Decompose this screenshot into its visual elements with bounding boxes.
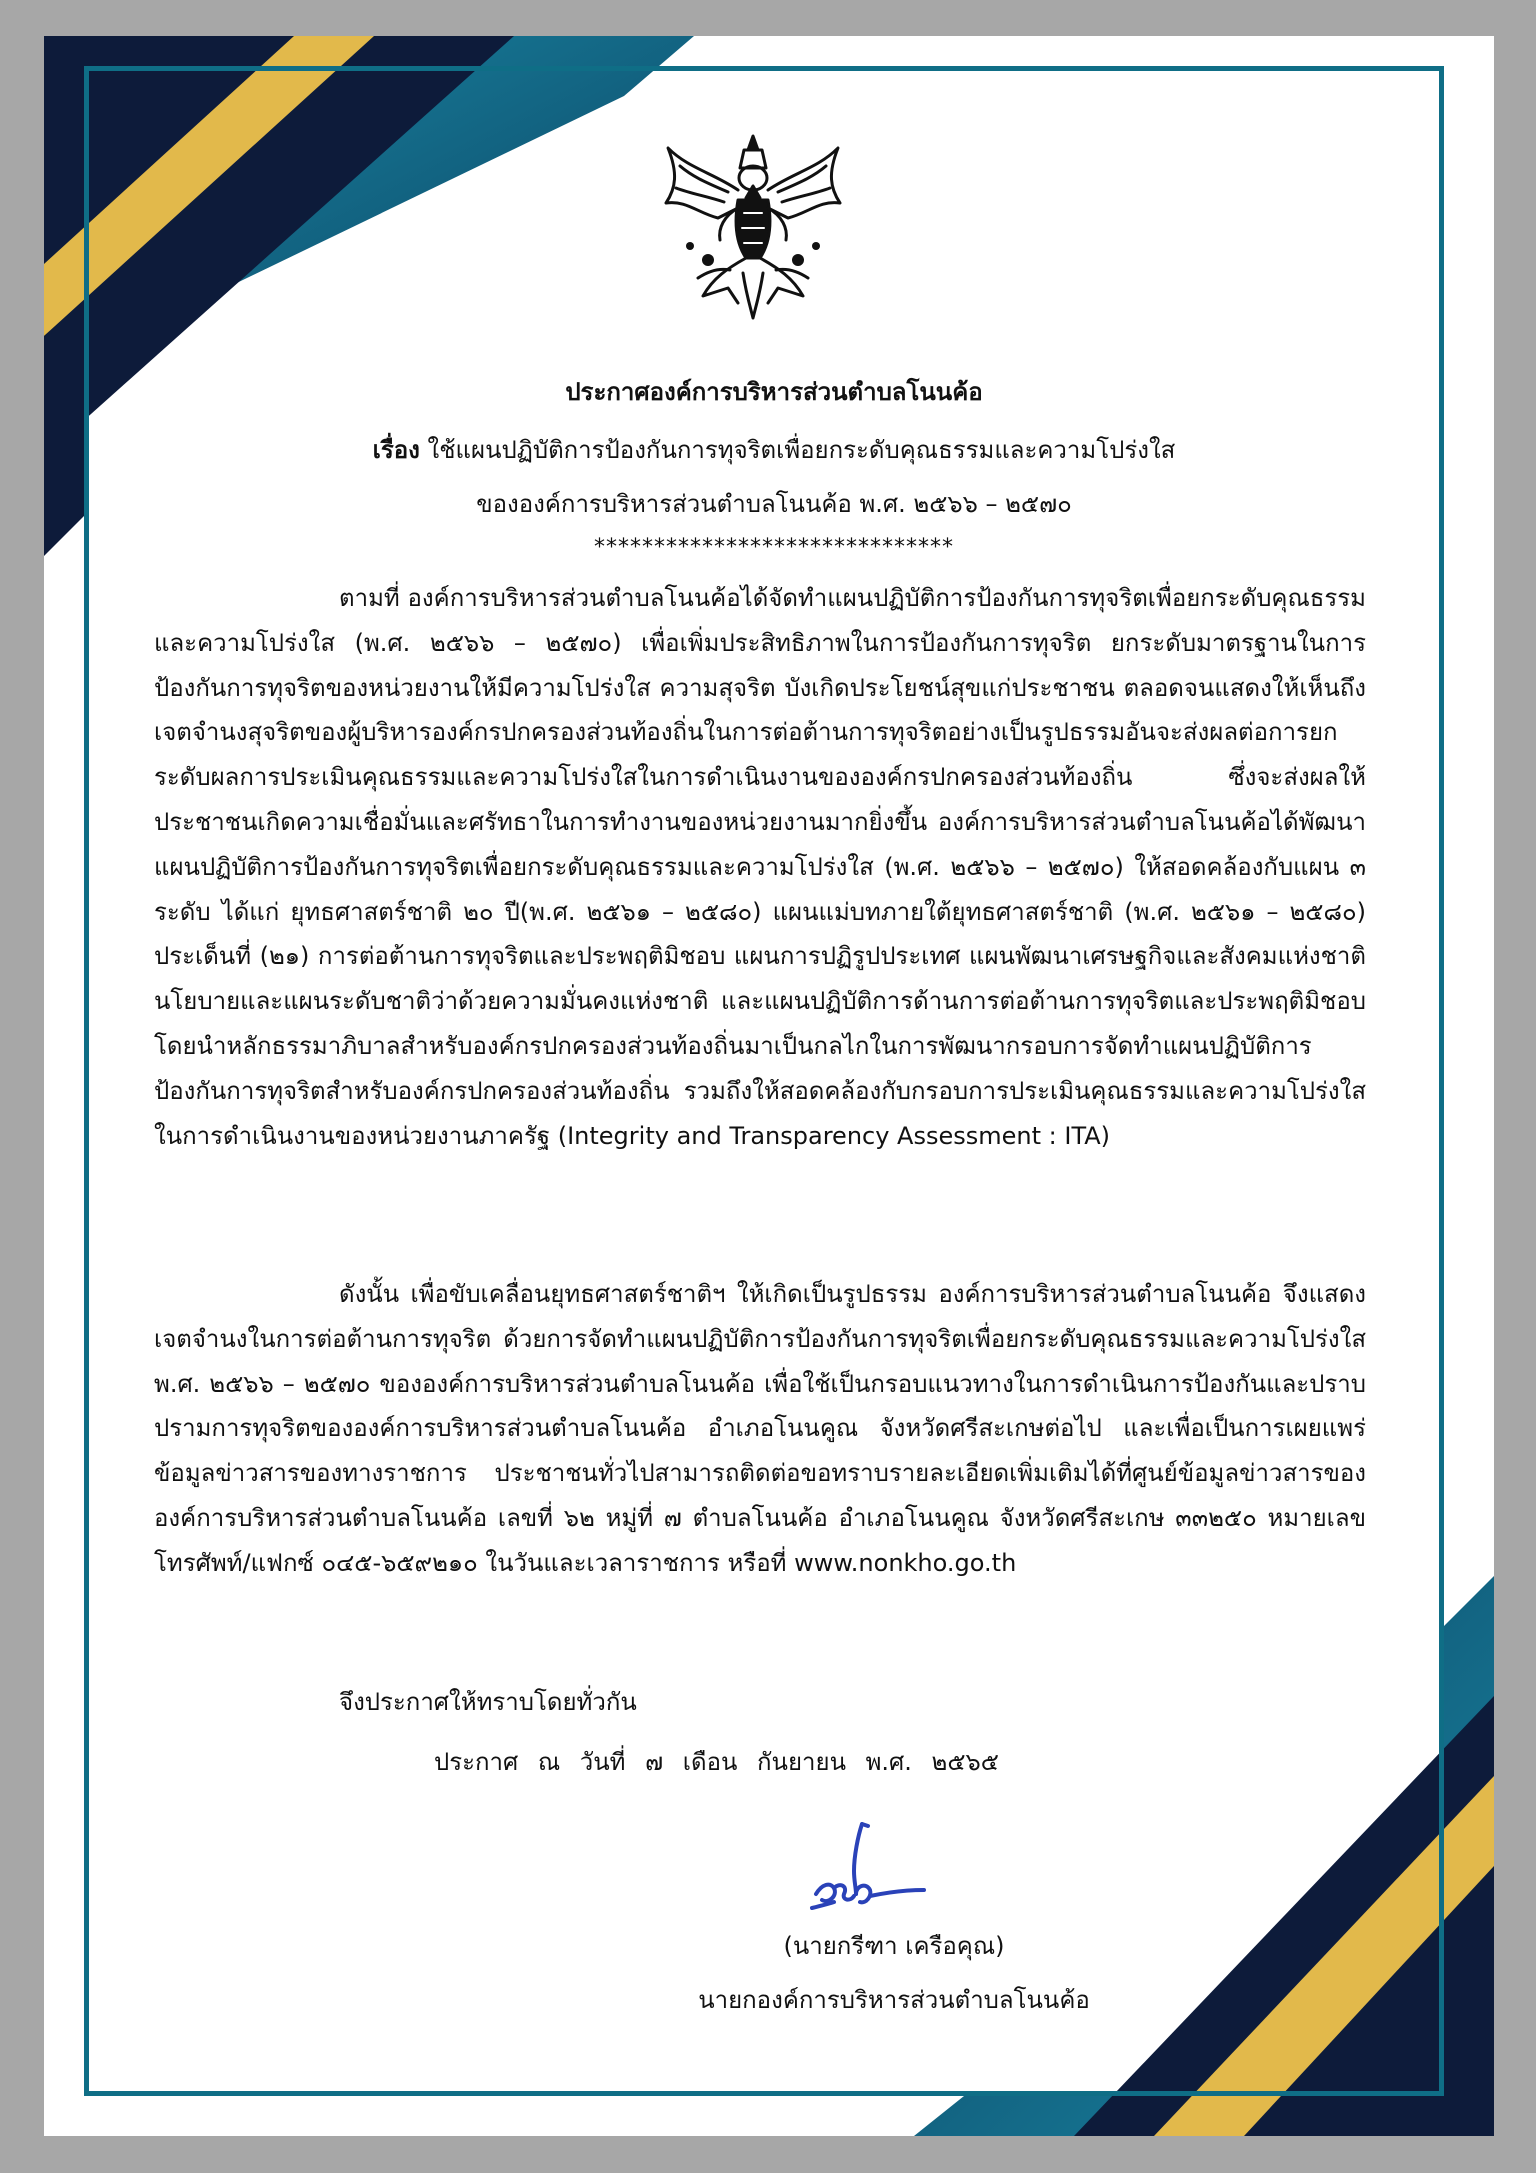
subject-text: ใช้แผนปฏิบัติการป้องกันการทุจริตเพื่อยกระดับคุณธรรมและความโปร่งใส — [419, 436, 1176, 464]
closing-statement: จึงประกาศให้ทราบโดยทั่วกัน — [339, 1688, 637, 1716]
announcement-page — [44, 36, 1494, 2136]
separator: ****************************** — [594, 535, 954, 560]
subject-line-2: ขององค์การบริหารส่วนตำบลโนนค้อ พ.ศ. ๒๕๖๖ – ๒๕๗๐ — [476, 490, 1072, 518]
signer-name: (นายกรีฑา เครือคุณ) — [783, 1932, 1005, 1960]
announcement-date: ประกาศ ณ วันที่ ๗ เดือน กันยายน พ.ศ. ๒๕๖๕ — [434, 1748, 999, 1776]
signer-position: นายกองค์การบริหารส่วนตำบลโนนค้อ — [698, 1986, 1090, 2014]
document-content — [44, 36, 1494, 2136]
subject-label: เรื่อง — [372, 436, 420, 464]
body-paragraph-1: ตามที่ องค์การบริหารส่วนตำบลโนนค้อได้จัดทำแผนปฏิบัติการป้องกันการทุจริตเพื่อยกระดับคุณธรรมและความโปร่งใส (พ.ศ. ๒๕๖๖ – ๒๕๗๐) เพื่อเพิ่มประสิทธิภาพในการป้องกันการทุจริต ยกระดับมาตรฐานในการป้องกันการทุจริตของหน่วยงานให้มีความโปร่งใส ความสุจริต บังเกิดประโยชน์สุขแก่ประชาชน ตลอดจนแสดงให้เห็นถึงเจตจำนงสุจริตของผู้บริหารองค์กรปกครองส่วนท้องถิ่นในการต่อต้านการทุจริตอย่างเป็นรูปธรรมอันจะส่งผลต่อการยกระดับผลการประเมินคุณธรรมและความโปร่งใสในการดำเนินงานขององค์กรปกครองส่วนท้องถิ่น ซึ่งจะส่งผลให้ประชาชนเกิดความเชื่อมั่นและศรัทธาในการทำงานของหน่วยงานมากยิ่งขึ้น องค์การบริหารส่วนตำบลโนนค้อได้พัฒนาแผนปฏิบัติการป้องกันการทุจริตเพื่อยกระดับคุณธรรมและความโปร่งใส (พ.ศ. ๒๕๖๖ – ๒๕๗๐) ให้สอดคล้องกับแผน ๓ ระดับ ได้แก่ ยุทธศาสตร์ชาติ ๒๐ ปี(พ.ศ. ๒๕๖๑ – ๒๕๘๐) แผนแม่บทภายใต้ยุทธศาสตร์ชาติ (พ.ศ. ๒๕๖๑ – ๒๕๘๐) ประเด็นที่ (๒๑) การต่อต้านการทุจริตและประพฤติมิชอบ แผนการปฏิรูปประเทศ แผนพัฒนาเศรษฐกิจและสังคมแห่งชาติ นโยบายและแผนระดับชาติว่าด้วยความมั่นคงแห่งชาติ และแผนปฏิบัติการด้านการต่อต้านการทุจริตและประพฤติมิชอบ โดยนำหลักธรรมาภิบาลสำหรับองค์กรปกครองส่วนท้องถิ่นมาเป็นกลไกในการพัฒนากรอบการจัดทำแผนปฏิบัติการป้องกันการทุจริตสำหรับองค์กรปกครองส่วนท้องถิ่น รวมถึงให้สอดคล้องกับกรอบการประเมินคุณธรรมและความโปร่งใสในการดำเนินงานของหน่วยงานภาครัฐ (Integrity and Transparency Assessment : ITA) — [154, 584, 1366, 1150]
body-paragraph-2: ดังนั้น เพื่อขับเคลื่อนยุทธศาสตร์ชาติฯ ให้เกิดเป็นรูปธรรม องค์การบริหารส่วนตำบลโนนค้อ จึงแสดงเจตจำนงในการต่อต้านการทุจริต ด้วยการจัดทำแผนปฏิบัติการป้องกันการทุจริตเพื่อยกระดับคุณธรรมและความโปร่งใส พ.ศ. ๒๕๖๖ – ๒๕๗๐ ขององค์การบริหารส่วนตำบลโนนค้อ เพื่อใช้เป็นกรอบแนวทางในการดำเนินการป้องกันและปราบปรามการทุจริตขององค์การบริหารส่วนตำบลโนนค้อ อำเภอโนนคูณ จังหวัดศรีสะเกษต่อไป และเพื่อเป็นการเผยแพร่ข้อมูลข่าวสารของทางราชการ ประชาชนทั่วไปสามารถติดต่อขอทราบรายละเอียดเพิ่มเติมได้ที่ศูนย์ข้อมูลข่าวสารขององค์การบริหารส่วนตำบลโนนค้อ เลขที่ ๖๒ หมู่ที่ ๗ ตำบลโนนค้อ อำเภอโนนคูณ จังหวัดศรีสะเกษ ๓๓๒๕๐ หมายเลขโทรศัพท์/แฟกซ์ ๐๔๕-๖๕๙๒๑๐ ในวันและเวลาราชการ หรือที่ www.nonkho.go.th — [154, 1280, 1366, 1577]
subject-line — [194, 432, 1354, 468]
signature-image — [794, 1816, 934, 1926]
announcement-title: ประกาศองค์การบริหารส่วนตำบลโนนค้อ — [565, 378, 983, 406]
garuda-emblem-icon — [658, 128, 848, 323]
